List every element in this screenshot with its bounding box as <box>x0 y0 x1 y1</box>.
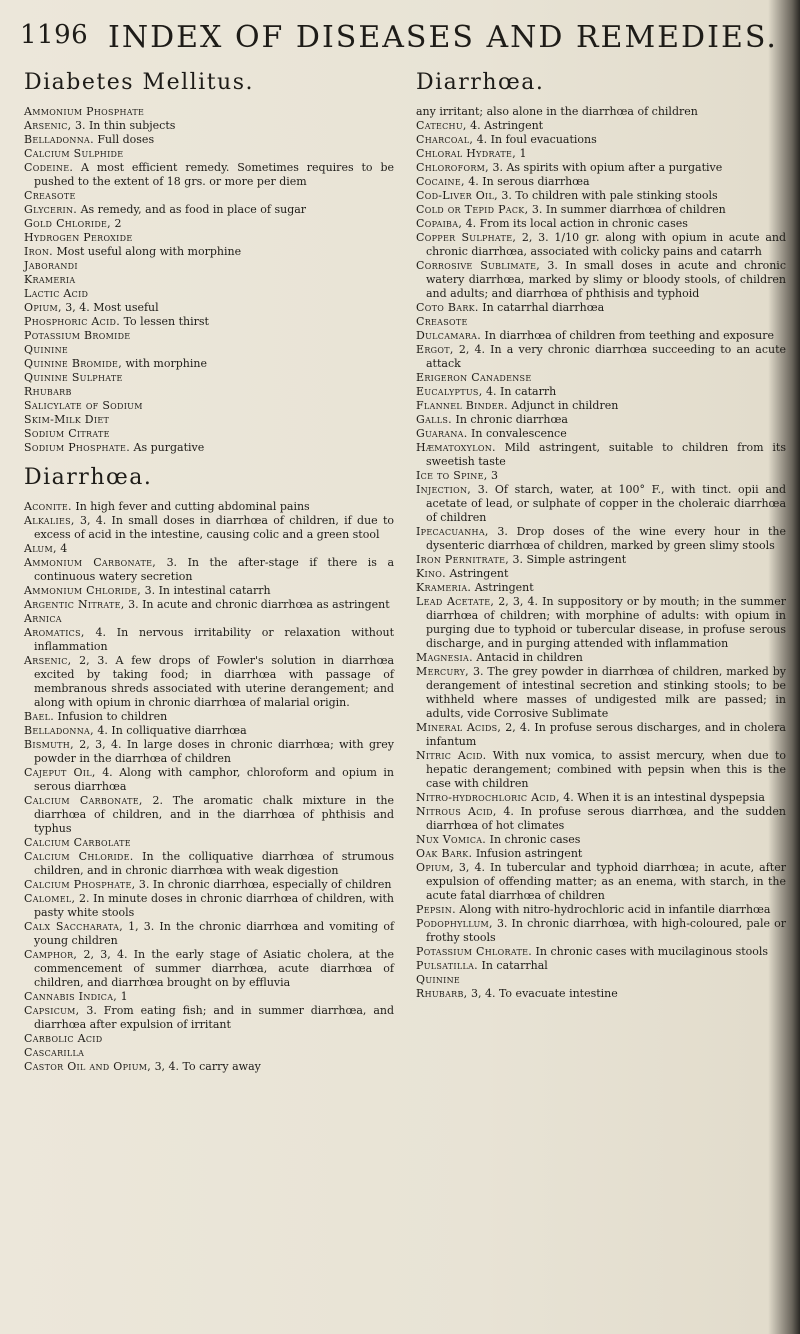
remedy-note: 2, 4. In a very chronic diarrhœa succeeding to an acute attack <box>426 343 787 370</box>
remedy-name: Copaiba, <box>416 217 463 230</box>
index-entry <box>24 626 394 654</box>
remedy-note: 3. Drop doses of the wine every hour in the dysenteric diarrhœa of children, marked by green slimy stools <box>426 525 787 552</box>
remedy-note: 3. In acute and chronic diarrhœa as astringent <box>128 598 390 611</box>
remedy-name: Calcium Carbonate, <box>24 794 143 807</box>
remedy-note: 3. Simple astringent <box>512 553 627 566</box>
remedy-name: Alkalies, <box>24 514 75 527</box>
remedy-name: Camphor, <box>24 948 78 961</box>
index-entry <box>24 413 394 427</box>
index-entry <box>24 203 394 217</box>
remedy-note: 3. In chronic diarrhœa, especially of children <box>138 878 392 891</box>
remedy-name: Corrosive Sublimate, <box>416 259 541 272</box>
index-entry <box>416 259 786 301</box>
remedy-note: 3 <box>491 469 499 482</box>
remedy-note: To lessen thirst <box>123 315 209 328</box>
index-entry <box>24 542 394 556</box>
remedy-note: 2, 3. A few drops of Fowler's solution in diarrhœa excited by taking food; in diarrhœa with passage of membranous shreds associated with uterine derangement; and along with opium in chronic diarrhœa of malarial origin. <box>34 654 394 709</box>
remedy-name: Mineral Acids, <box>416 721 502 734</box>
index-entry <box>416 861 786 903</box>
remedy-note: Astringent <box>474 581 534 594</box>
remedy-note: In catarrhal <box>481 959 548 972</box>
remedy-note: Astringent <box>449 567 509 580</box>
remedy-note: 2 <box>114 217 122 230</box>
remedy-note: Infusion astringent <box>475 847 583 860</box>
remedy-note: Along with nitro-hydrochloric acid in infantile diarrhœa <box>459 903 771 916</box>
remedy-note: 2. The aromatic chalk mixture in the diarrhœa of children, and in the diarrhœa of phthisis and typhus <box>34 794 395 835</box>
remedy-note: In catarrhal diarrhœa <box>482 301 605 314</box>
index-entry <box>24 1060 394 1074</box>
index-entry <box>416 567 786 581</box>
remedy-name: Eucalyptus, <box>416 385 483 398</box>
index-entry <box>416 315 786 329</box>
remedy-name: Dulcamara. <box>416 329 482 342</box>
right-column <box>416 70 786 1001</box>
remedy-note: 4. In nervous irritability or relaxation without inflammation <box>34 626 394 653</box>
remedy-note: 3. In thin subjects <box>74 119 176 132</box>
index-entry <box>24 878 394 892</box>
remedy-name: Gold Chloride, <box>24 217 111 230</box>
remedy-name: Ice to Spine, <box>416 469 488 482</box>
remedy-name: Oak Bark. <box>416 847 473 860</box>
index-entry <box>416 665 786 721</box>
remedy-note: 3, 4. To carry away <box>154 1060 261 1073</box>
remedy-note: 3. In small doses in acute and chronic watery diarrhœa, marked by slimy or bloody stools, of children and adults; and diarrhœa of phthisis and typhoid <box>426 259 786 300</box>
index-entry <box>24 259 394 273</box>
remedy-note: As remedy, and as food in place of sugar <box>80 203 307 216</box>
remedy-note: A most efficient remedy. Sometimes requires to be pushed to the extent of 18 grs. or more per diem <box>34 161 394 188</box>
remedy-note: In chronic cases <box>489 833 581 846</box>
index-entry <box>416 413 786 427</box>
index-entry <box>416 791 786 805</box>
remedy-name: Opium, <box>416 861 454 874</box>
remedy-note: 3, 4. Most useful <box>65 301 159 314</box>
index-entry <box>24 189 394 203</box>
index-entry <box>24 836 394 850</box>
index-entry <box>24 892 394 920</box>
index-entry <box>416 133 786 147</box>
index-entry <box>24 1046 394 1060</box>
index-entry <box>416 231 786 259</box>
remedy-name: Ipecacuanha, <box>416 525 489 538</box>
remedy-name: Jaborandi <box>24 259 78 272</box>
remedy-name: Podophyllum, <box>416 917 493 930</box>
remedy-name: Codeine. <box>24 161 74 174</box>
remedy-name: Rhubarb <box>24 385 72 398</box>
remedy-note: 3. To children with pale stinking stools <box>501 189 718 202</box>
remedy-name: Catechu, <box>416 119 467 132</box>
remedy-name: Capsicum, <box>24 1004 80 1017</box>
remedy-note: In the colliquative diarrhœa of strumous children, and in chronic diarrhœa with weak digestion <box>34 850 394 877</box>
remedy-name: Bael. <box>24 710 55 723</box>
index-entry <box>416 847 786 861</box>
remedy-name: Cod-Liver Oil, <box>416 189 498 202</box>
index-entry <box>24 556 394 584</box>
remedy-note: 3, 4. In small doses in diarrhœa of children, if due to excess of acid in the intestine, causing colic and a green stool <box>34 514 394 541</box>
index-entry <box>24 231 394 245</box>
index-entry <box>416 175 786 189</box>
remedy-name: Alum, <box>24 542 57 555</box>
index-entry <box>416 483 786 525</box>
index-entry <box>24 766 394 794</box>
index-entry <box>24 584 394 598</box>
index-entry <box>24 133 394 147</box>
remedy-note: 4. In foul evacuations <box>476 133 597 146</box>
remedy-name: Ammonium Carbonate, <box>24 556 157 569</box>
index-entry <box>24 245 394 259</box>
remedy-name: Aconite. <box>24 500 72 513</box>
index-entry <box>416 833 786 847</box>
remedy-note: Most useful along with morphine <box>56 245 242 258</box>
remedy-name: Potassium Bromide <box>24 329 131 342</box>
remedy-note: 2, 3, 4. In large doses in chronic diarrhœa; with grey powder in the diarrhœa of children <box>34 738 395 765</box>
index-entry <box>24 514 394 542</box>
remedy-note: 4. When it is an intestinal dyspepsia <box>563 791 765 804</box>
index-entry <box>24 990 394 1004</box>
remedy-name: Chloroform, <box>416 161 489 174</box>
remedy-name: Ammonium Chloride, <box>24 584 142 597</box>
remedy-note: 4. Astringent <box>470 119 544 132</box>
remedy-name: Creasote <box>24 189 76 202</box>
remedy-name: Creasote <box>416 315 468 328</box>
page-header <box>20 20 778 60</box>
index-entry <box>416 581 786 595</box>
remedy-name: Cold or Tepid Pack, <box>416 203 529 216</box>
remedy-name: Ammonium Phosphate <box>24 105 145 118</box>
index-entry <box>416 987 786 1001</box>
remedy-name: Hydrogen Peroxide <box>24 231 133 244</box>
index-entry <box>24 301 394 315</box>
remedy-note: In convalescence <box>471 427 567 440</box>
remedy-note: 3, 4. To evacuate intestine <box>470 987 618 1000</box>
remedy-note: Adjunct in children <box>511 399 619 412</box>
remedy-name: Phosphoric Acid. <box>24 315 121 328</box>
index-entry <box>24 441 394 455</box>
remedy-note: 4. In catarrh <box>486 385 557 398</box>
remedy-name: Quinine Bromide, <box>24 357 122 370</box>
remedy-name: Quinine <box>24 343 69 356</box>
index-entry <box>416 343 786 371</box>
remedy-name: Calcium Chloride. <box>24 850 134 863</box>
index-entry <box>416 441 786 469</box>
remedy-name: Castor Oil and Opium, <box>24 1060 152 1073</box>
remedy-name: Calcium Carbolate <box>24 836 131 849</box>
remedy-note: 2. In minute doses in chronic diarrhœa of children, with pasty white stools <box>34 892 395 919</box>
remedy-name: Cajeput Oil, <box>24 766 96 779</box>
remedy-note: Mild astringent, suitable to children from its sweetish taste <box>426 441 786 468</box>
remedy-name: Hæmatoxylon. <box>416 441 496 454</box>
index-entry <box>24 427 394 441</box>
index-entry <box>416 147 786 161</box>
remedy-name: Quinine <box>416 973 461 986</box>
remedy-note: 1, 3. In the chronic diarrhœa and vomiting of young children <box>34 920 395 947</box>
remedy-note: In chronic diarrhœa <box>455 413 568 426</box>
section-heading: Diabetes Mellitus. <box>24 70 254 95</box>
remedy-name: Opium, <box>24 301 62 314</box>
remedy-name: Belladonna. <box>24 133 94 146</box>
index-entry <box>24 654 394 710</box>
remedy-name: Charcoal, <box>416 133 474 146</box>
remedy-note: In chronic cases with mucilaginous stools <box>535 945 769 958</box>
remedy-name: Skim-Milk Diet <box>24 413 110 426</box>
index-entry <box>24 500 394 514</box>
remedy-note: 2, 4. In profuse serous discharges, and in cholera infantum <box>426 721 786 748</box>
remedy-name: Chloral Hydrate, <box>416 147 516 160</box>
remedy-name: Guarana. <box>416 427 468 440</box>
index-entry <box>416 805 786 833</box>
remedy-note: 3. In chronic diarrhœa, with high-coloured, pale or frothy stools <box>426 917 786 944</box>
remedy-name: Galls. <box>416 413 452 426</box>
remedy-name: Krameria. <box>416 581 472 594</box>
remedy-name: Iron. <box>24 245 53 258</box>
remedy-name: Cannabis Indica, <box>24 990 118 1003</box>
index-entry <box>416 301 786 315</box>
remedy-name: Argentic Nitrate, <box>24 598 125 611</box>
index-entry <box>416 203 786 217</box>
index-entry <box>416 651 786 665</box>
remedy-note: As purgative <box>133 441 205 454</box>
index-entry <box>24 161 394 189</box>
remedy-note: 4. From its local action in chronic cases <box>465 217 688 230</box>
index-entry <box>416 399 786 413</box>
remedy-name: Krameria <box>24 273 76 286</box>
remedy-name: Bismuth, <box>24 738 74 751</box>
remedy-name: Aromatics, <box>24 626 85 639</box>
remedy-note: any irritant; also alone in the diarrhœa of children <box>416 105 698 118</box>
index-entry <box>416 917 786 945</box>
remedy-note: 3. In summer diarrhœa of children <box>531 203 726 216</box>
remedy-name: Nitro-hydrochloric Acid, <box>416 791 560 804</box>
remedy-name: Erigeron Canadense <box>416 371 532 384</box>
remedy-note: 2, 3, 4. In the early stage of Asiatic cholera, at the commencement of summer diarrhœa, acute diarrhœa of children, and diarrhœa brought on by effluvia <box>34 948 394 989</box>
index-entry <box>416 721 786 749</box>
remedy-name: Quinine Sulphate <box>24 371 123 384</box>
index-entry <box>416 427 786 441</box>
remedy-name: Cocaine, <box>416 175 465 188</box>
remedy-name: Ergot, <box>416 343 454 356</box>
remedy-note: 3, 4. In tubercular and typhoid diarrhœa; in acute, after expulsion of offending matter; as an enema, with starch, in the acute fatal diarrhœa of children <box>426 861 786 902</box>
remedy-name: Calcium Sulphide <box>24 147 124 160</box>
index-entry <box>416 189 786 203</box>
remedy-note: 2, 3. 1/10 gr. along with opium in acute and chronic diarrhœa, associated with colicky pains and catarrh <box>426 231 787 258</box>
index-entry <box>416 105 786 119</box>
remedy-name: Magnesia. <box>416 651 473 664</box>
remedy-note: 1 <box>519 147 527 160</box>
index-entry <box>24 920 394 948</box>
index-entry <box>416 749 786 791</box>
remedy-note: Infusion to children <box>57 710 168 723</box>
index-entry <box>24 315 394 329</box>
remedy-name: Injection, <box>416 483 472 496</box>
remedy-note: Antacid in children <box>476 651 583 664</box>
remedy-name: Salicylate of Sodium <box>24 399 143 412</box>
remedy-note: 3. From eating fish; and in summer diarrhœa, and diarrhœa after expulsion of irritant <box>34 1004 395 1031</box>
index-entry <box>24 329 394 343</box>
remedy-name: Lactic Acid <box>24 287 89 300</box>
remedy-name: Mercury, <box>416 665 469 678</box>
remedy-name: Lead Acetate, <box>416 595 495 608</box>
remedy-name: Arnica <box>24 612 62 625</box>
index-entry <box>416 973 786 987</box>
remedy-note: 4 <box>60 542 68 555</box>
index-entry <box>416 161 786 175</box>
remedy-name: Calcium Phosphate, <box>24 878 136 891</box>
remedy-name: Kino. <box>416 567 446 580</box>
index-entry <box>24 794 394 836</box>
remedy-note: with morphine <box>125 357 207 370</box>
index-entry <box>416 371 786 385</box>
page-number: 1196 <box>20 20 89 50</box>
remedy-name: Calx Saccharata, <box>24 920 123 933</box>
index-entry <box>416 945 786 959</box>
remedy-note: 3. As spirits with opium after a purgative <box>492 161 723 174</box>
index-entry <box>24 371 394 385</box>
remedy-note: Full doses <box>97 133 155 146</box>
remedy-note: 4. In colliquative diarrhœa <box>97 724 247 737</box>
remedy-note: 2, 3, 4. In suppository or by mouth; in the summer diarrhœa of children; with morphine of adults: with opium in purging due to typhoid or tubercular disease, in profuse serous discharge, and in purging attended with inflammation <box>426 595 786 650</box>
index-entry <box>24 710 394 724</box>
remedy-note: 4. Along with camphor, chloroform and opium in serous diarrhœa <box>34 766 394 793</box>
remedy-name: Sodium Phosphate. <box>24 441 130 454</box>
remedy-note: In high fever and cutting abdominal pains <box>75 500 310 513</box>
index-entry <box>24 598 394 612</box>
remedy-name: Rhubarb, <box>416 987 468 1000</box>
index-entry <box>24 399 394 413</box>
index-entry <box>416 903 786 917</box>
page-title: INDEX OF DISEASES AND REMEDIES. <box>108 20 778 55</box>
remedy-note: In diarrhœa of children from teething and exposure <box>484 329 775 342</box>
index-entry <box>416 329 786 343</box>
remedy-name: Calomel, <box>24 892 76 905</box>
remedy-note: 1 <box>120 990 128 1003</box>
index-entry <box>24 119 394 133</box>
index-entry <box>24 738 394 766</box>
index-entry <box>416 595 786 651</box>
index-entry <box>416 217 786 231</box>
remedy-name: Nux Vomica. <box>416 833 487 846</box>
index-entry <box>24 273 394 287</box>
remedy-name: Carbolic Acid <box>24 1032 103 1045</box>
index-entry <box>416 119 786 133</box>
remedy-note: 3. In intestinal catarrh <box>144 584 271 597</box>
remedy-note: 3. Of starch, water, at 100° F., with tinct. opii and acetate of lead, or sulphate of copper in the choleraic diarrhœa of children <box>426 483 787 524</box>
remedy-note: With nux vomica, to assist mercury, when due to hepatic derangement; combined with pepsin when this is the case with children <box>426 749 786 790</box>
index-entry <box>24 724 394 738</box>
index-entry <box>416 469 786 483</box>
remedy-name: Iron Pernitrate, <box>416 553 510 566</box>
remedy-name: Nitric Acid. <box>416 749 487 762</box>
index-entry <box>24 850 394 878</box>
index-entry <box>24 357 394 371</box>
remedy-name: Arsenic, <box>24 119 72 132</box>
remedy-name: Glycerin. <box>24 203 78 216</box>
remedy-note: 4. In profuse serous diarrhœa, and the sudden diarrhœa of hot climates <box>426 805 787 832</box>
left-column <box>24 70 394 1074</box>
remedy-name: Pulsatilla. <box>416 959 478 972</box>
index-entry <box>24 105 394 119</box>
remedy-name: Belladonna, <box>24 724 94 737</box>
index-entry <box>24 287 394 301</box>
remedy-name: Cascarilla <box>24 1046 85 1059</box>
index-entry <box>416 525 786 553</box>
index-entry <box>24 343 394 357</box>
remedy-name: Coto Bark. <box>416 301 479 314</box>
remedy-name: Arsenic, <box>24 654 72 667</box>
index-entry <box>24 1032 394 1046</box>
section-heading: Diarrhœa. <box>416 70 545 95</box>
index-entry <box>416 959 786 973</box>
section-heading: Diarrhœa. <box>24 465 153 490</box>
index-entry <box>24 217 394 231</box>
index-entry <box>416 385 786 399</box>
remedy-name: Copper Sulphate, <box>416 231 517 244</box>
index-entry <box>24 612 394 626</box>
index-entry <box>416 553 786 567</box>
index-entry <box>24 147 394 161</box>
remedy-name: Pepsin. <box>416 903 456 916</box>
remedy-name: Sodium Citrate <box>24 427 110 440</box>
remedy-note: 3. The grey powder in diarrhœa of children, marked by derangement of intestinal secretion and stinking stools; to be withheld where masses of undigested milk are passed; in adults, vide Corrosive Sublimate <box>426 665 787 720</box>
remedy-name: Nitrous Acid, <box>416 805 497 818</box>
index-entry <box>24 948 394 990</box>
index-entry <box>24 1004 394 1032</box>
remedy-name: Potassium Chlorate. <box>416 945 533 958</box>
remedy-name: Flannel Binder. <box>416 399 508 412</box>
remedy-note: 4. In serous diarrhœa <box>468 175 590 188</box>
remedy-note: 3. In the after-stage if there is a continuous watery secretion <box>34 556 394 583</box>
index-entry <box>24 385 394 399</box>
